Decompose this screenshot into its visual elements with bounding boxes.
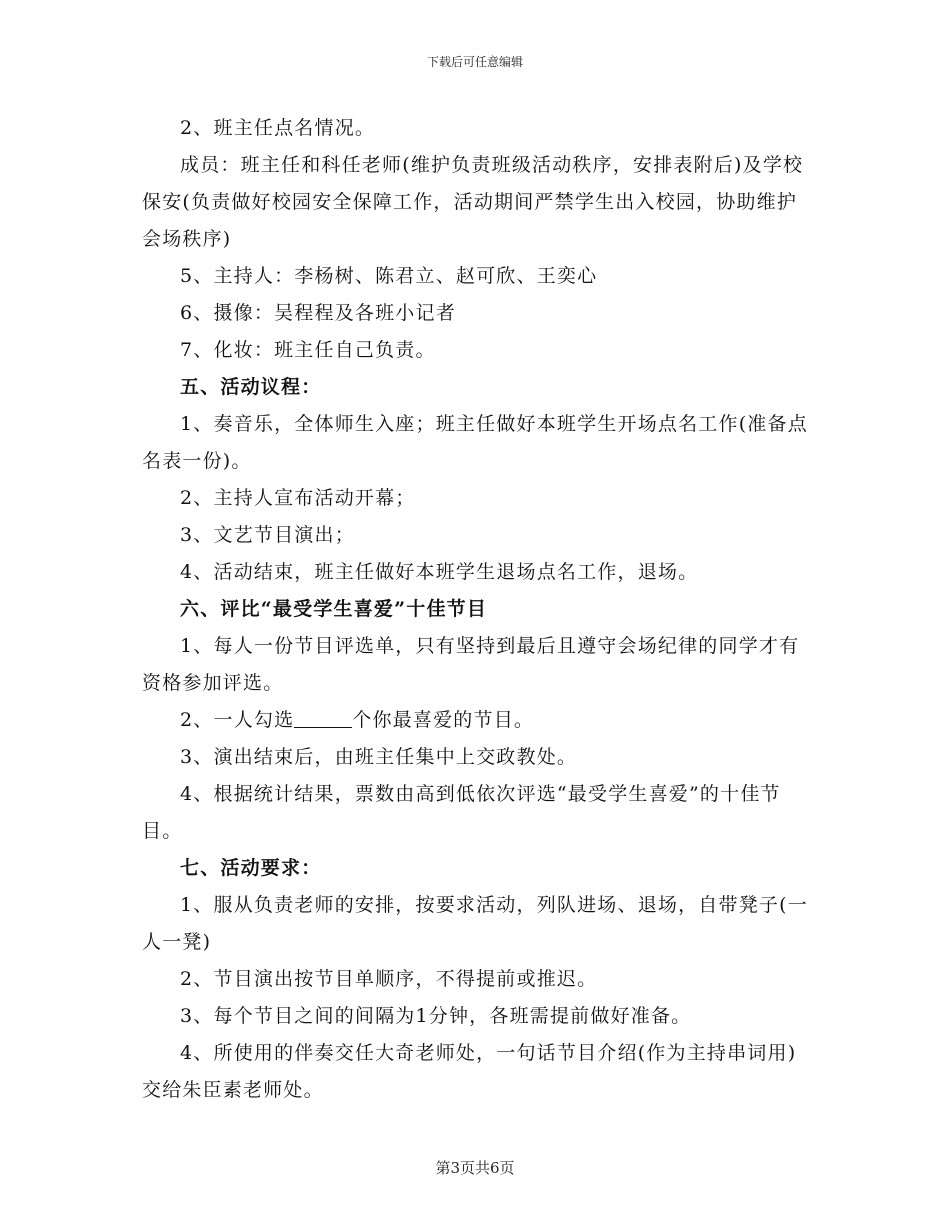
document-body bbox=[142, 110, 810, 1109]
paragraph: 3、文艺节目演出； bbox=[180, 524, 355, 546]
paragraph: 1、服从负责老师的安排，按要求活动，列队进场、退场，自带凳子(一人一凳) bbox=[142, 894, 808, 953]
paragraph: 2、节目演出按节目单顺序，不得提前或推迟。 bbox=[180, 968, 598, 990]
paragraph-text: 2、一人勾选 bbox=[180, 709, 295, 731]
paragraph: 5、主持人：李杨树、陈君立、赵可欣、王奕心 bbox=[180, 265, 598, 287]
paragraph: 2、班主任点名情况。 bbox=[180, 117, 376, 139]
paragraph: 4、活动结束，班主任做好本班学生退场点名工作，退场。 bbox=[180, 561, 699, 583]
paragraph: 7、化妆：班主任自己负责。 bbox=[180, 339, 436, 361]
paragraph: 3、每个节目之间的间隔为1分钟，各班需提前做好准备。 bbox=[180, 1005, 692, 1027]
paragraph: 4、所使用的伴奏交任大奇老师处，一句话节目介绍(作为主持串词用)交给朱臣素老师处。 bbox=[142, 1042, 797, 1101]
paragraph bbox=[142, 702, 810, 739]
paragraph: 1、奏音乐，全体师生入座；班主任做好本班学生开场点名工作(准备点名表一份)。 bbox=[142, 413, 808, 472]
paragraph: 6、摄像：吴程程及各班小记者 bbox=[180, 302, 456, 324]
page-header: 下载后可任意编辑 bbox=[426, 55, 523, 69]
paragraph: 4、根据统计结果，票数由高到低依次评选“最受学生喜爱”的十佳节目。 bbox=[142, 783, 781, 842]
fill-in-blank bbox=[294, 707, 352, 728]
page-footer: 第3页共6页 bbox=[435, 1159, 515, 1177]
paragraph: 3、演出结束后，由班主任集中上交政教处。 bbox=[180, 746, 578, 768]
section-heading: 六、评比“最受学生喜爱”十佳节目 bbox=[180, 598, 488, 620]
paragraph-text: 个你最喜爱的节目。 bbox=[352, 709, 535, 731]
paragraph: 成员：班主任和科任老师(维护负责班级活动秩序，安排表附后)及学校保安(负责做好校园安全保障工作，活动期间严禁学生出入校园，协助维护会场秩序) bbox=[142, 154, 804, 250]
section-heading: 七、活动要求： bbox=[180, 857, 322, 879]
section-heading: 五、活动议程： bbox=[180, 376, 322, 398]
paragraph: 2、主持人宣布活动开幕； bbox=[180, 487, 416, 509]
paragraph: 1、每人一份节目评选单，只有坚持到最后且遵守会场纪律的同学才有资格参加评选。 bbox=[142, 635, 800, 694]
